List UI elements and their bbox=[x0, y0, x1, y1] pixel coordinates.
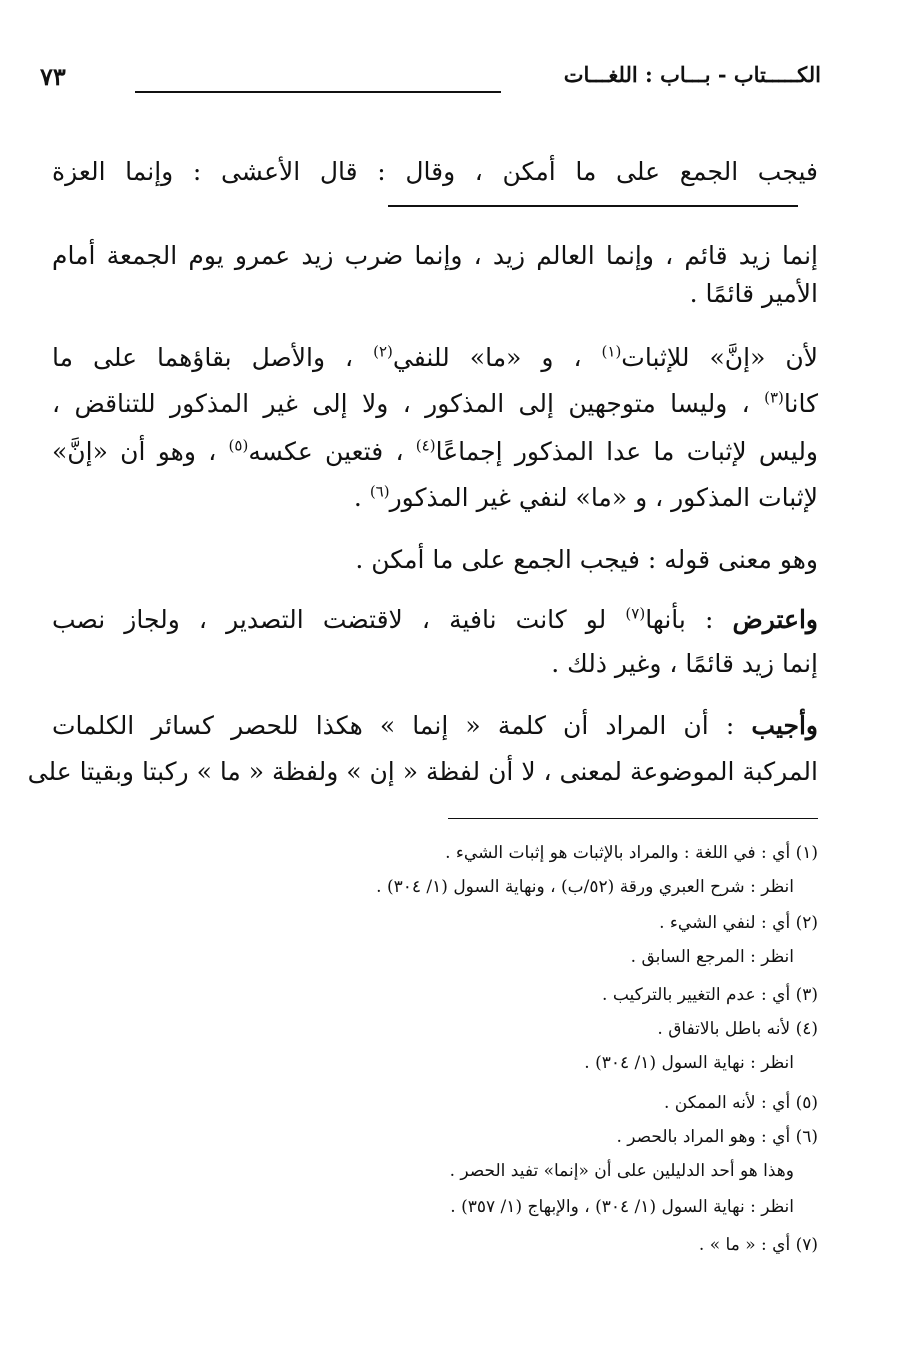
running-header bbox=[40, 62, 821, 102]
quote-line: فيجب الجمع على ما أمكن ، وقال : قال الأعشى : وإنما العزة bbox=[52, 157, 818, 186]
footnote-4-reference: انظر : نهاية السول (١/ ٣٠٤) . bbox=[584, 1053, 794, 1073]
footnote-ref-6[interactable]: (٦) bbox=[369, 482, 390, 501]
paragraph-4-line-2: إنما زيد قائمًا ، وغير ذلك . bbox=[551, 649, 818, 678]
footnote-1-reference: انظر : شرح العبري ورقة (٥٢/ب) ، ونهاية السول (١/ ٣٠٤) . bbox=[376, 877, 794, 897]
footnote-ref-5[interactable]: (٥) bbox=[228, 436, 249, 455]
footnote-4: (٤) لأنه باطل بالاتفاق . bbox=[657, 1019, 818, 1039]
paragraph-5-line-1: وأجيب : أن المراد أن كلمة « إنما » هكذا للحصر كسائر الكلمات bbox=[52, 711, 818, 740]
paragraph-2-line-1: لأن «إنَّ» للإثبات$^{(١)}$ ، و «ما» للنفي$^{(٢)}$ ، والأصل بقاؤهما على ما bbox=[52, 342, 818, 372]
paragraph-2-line-2: كانا$^{(٣)}$ ، وليسا متوجهين إلى المذكور ، ولا إلى غير المذكور للتناقض ، bbox=[52, 388, 818, 418]
footnote-6-note: وهذا هو أحد الدليلين على أن «إنما» تفيد الحصر . bbox=[449, 1161, 794, 1181]
footnote-ref-4[interactable]: (٤) bbox=[415, 436, 436, 455]
running-title: الكـــــتاب - بـــاب : اللغـــات bbox=[563, 62, 821, 87]
footnote-6-reference: انظر : نهاية السول (١/ ٣٠٤) ، والإبهاج (١/ ٣٥٧) . bbox=[450, 1197, 794, 1217]
paragraph-1-line-1: إنما زيد قائم ، وإنما العالم زيد ، وإنما ضرب زيد عمرو يوم الجمعة أمام bbox=[52, 241, 818, 270]
footnote-ref-2[interactable]: (٢) bbox=[373, 342, 393, 361]
page-number: ٧٣ bbox=[40, 62, 66, 91]
footnote-ref-1[interactable]: (١) bbox=[601, 342, 622, 361]
paragraph-1-line-2: الأمير قائمًا . bbox=[689, 279, 818, 308]
header-rule bbox=[135, 91, 501, 93]
footnote-separator bbox=[448, 818, 818, 819]
objection-heading: واعترض bbox=[732, 605, 818, 634]
paragraph-4-line-1: واعترض : بأنها$^{(٧)}$ لو كانت نافية ، لاقتضت التصدير ، ولجاز نصب bbox=[52, 604, 818, 634]
footnote-6: (٦) أي : وهو المراد بالحصر . bbox=[616, 1127, 818, 1147]
footnote-1: (١) أي : في اللغة : والمراد بالإثبات هو إثبات الشيء . bbox=[445, 843, 818, 863]
footnote-ref-7[interactable]: (٧) bbox=[625, 604, 646, 623]
answer-heading: وأجيب bbox=[751, 711, 818, 740]
paragraph-2-line-4: لإثبات المذكور ، و «ما» لنفي غير المذكور$^{(٦)}$ . bbox=[353, 482, 818, 512]
footnote-2: (٢) أي : لنفي الشيء . bbox=[659, 913, 818, 933]
paragraph-5-line-2: المركبة الموضوعة لمعنى ، لا أن لفظة « إن » ولفظة « ما » ركبتا وبقيتا على bbox=[27, 757, 818, 786]
quote-underline bbox=[388, 205, 798, 207]
footnote-ref-3[interactable]: (٣) bbox=[764, 388, 784, 407]
footnote-7: (٧) أي : « ما » . bbox=[698, 1235, 818, 1255]
footnote-3: (٣) أي : عدم التغيير بالتركيب . bbox=[602, 985, 818, 1005]
paragraph-3: وهو معنى قوله : فيجب الجمع على ما أمكن . bbox=[355, 545, 818, 574]
paragraph-2-line-3: وليس لإثبات ما عدا المذكور إجماعًا$^{(٤)}$ ، فتعين عكسه$^{(٥)}$ ، وهو أن «إنَّ» bbox=[52, 436, 819, 466]
footnote-5: (٥) أي : لأنه الممكن . bbox=[663, 1093, 818, 1113]
footnote-2-reference: انظر : المرجع السابق . bbox=[630, 947, 794, 967]
